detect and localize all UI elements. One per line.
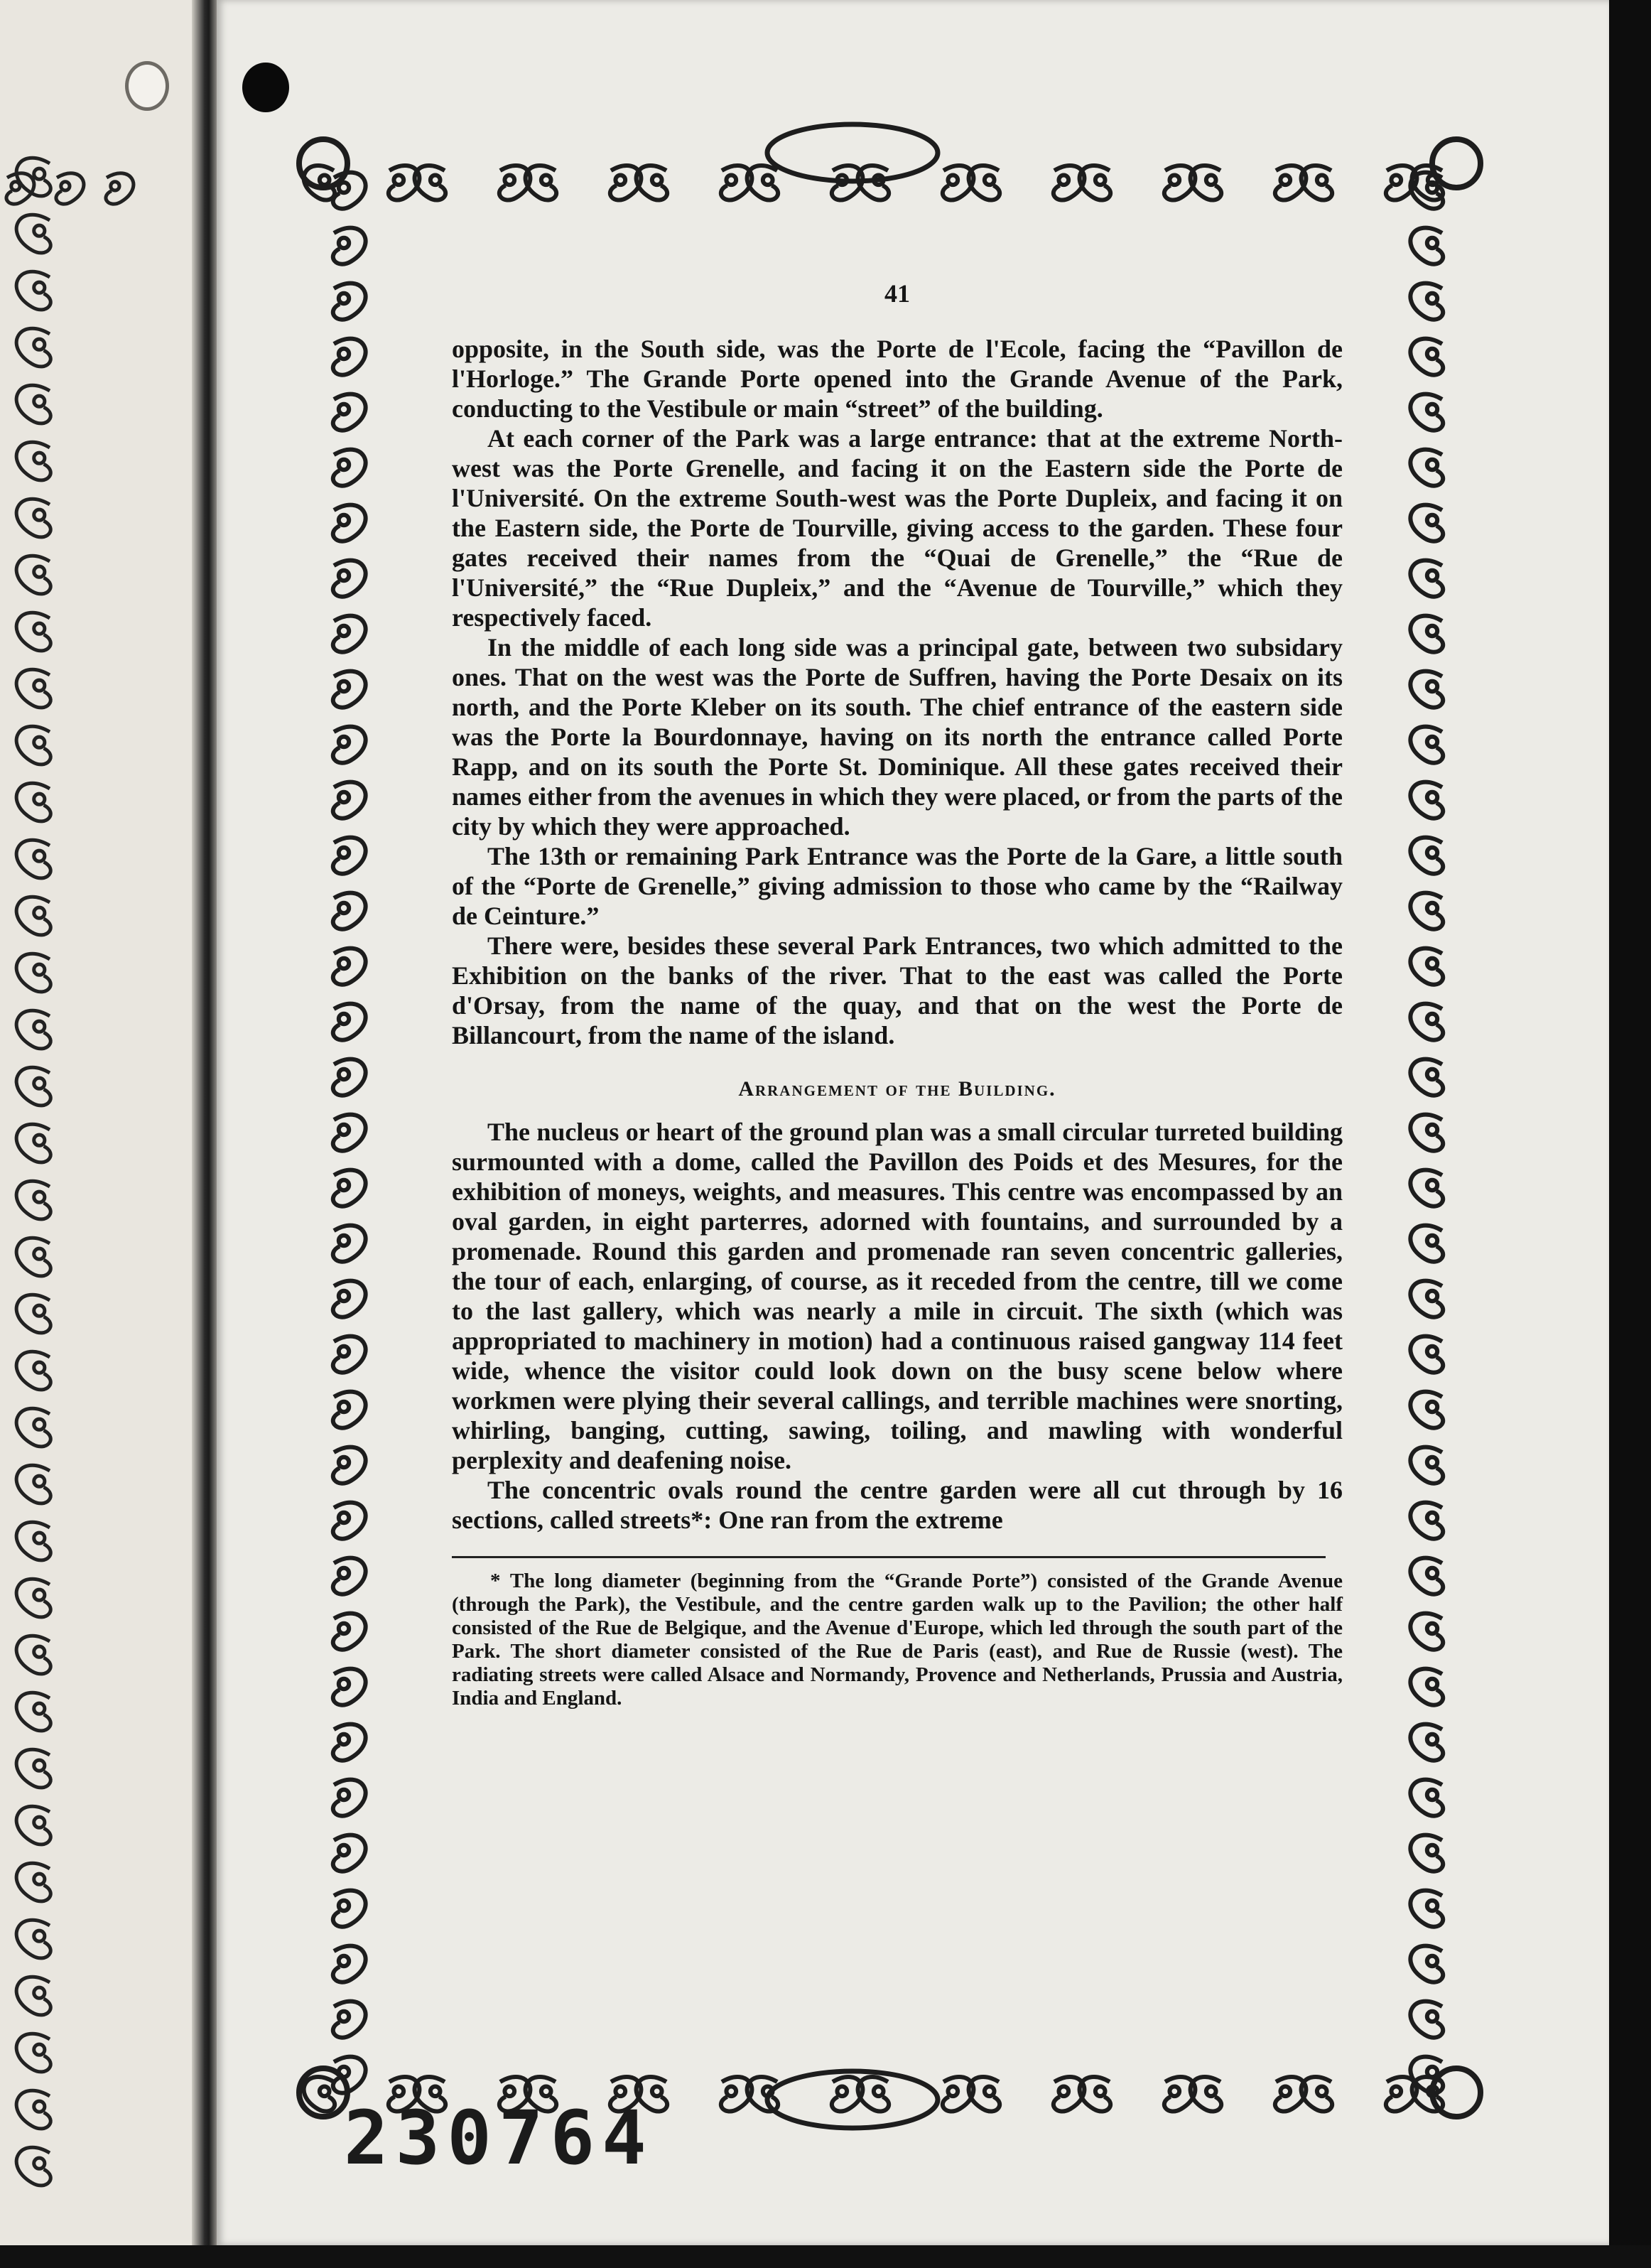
- border-scroll-left-curl: [339, 404, 349, 414]
- border-scroll-left-curl: [339, 1790, 349, 1800]
- catalog-stamp: 230764: [344, 2095, 654, 2181]
- border-scroll-left-curl: [339, 1624, 349, 1634]
- border-scroll-left-curl: [339, 1845, 349, 1855]
- border-scroll-bottom-curl: [948, 2086, 958, 2096]
- border-scroll-top-curl: [1169, 175, 1179, 185]
- border-scroll-right-curl: [1427, 1734, 1437, 1744]
- border-scroll-right-curl: [1427, 571, 1437, 580]
- paragraph-1: opposite, in the South side, was the Porte de l'Ecole, facing the “Pavillon de l'Horloge.” The Grande Porte opened into the Grande Avenue of the Park, conducting to the Vestibule or main “street” of the building.: [452, 335, 1343, 423]
- border-scroll-top-curl: [615, 175, 625, 185]
- border-scroll-left-curl: [339, 515, 349, 525]
- border-scroll-right-curl: [1427, 238, 1437, 248]
- border-scroll-left-curl: [339, 2012, 349, 2021]
- border-scroll-left-curl: [339, 293, 349, 303]
- border-scroll-right-curl: [1427, 1402, 1437, 1412]
- border-scroll-top-curl: [504, 175, 514, 185]
- border-scroll-bottom-curl: [985, 2086, 995, 2096]
- border-scroll-left-curl: [339, 1069, 349, 1079]
- border-scroll-right-curl: [1427, 1069, 1437, 1079]
- border-center-flourish: [767, 124, 938, 181]
- border-scroll-bottom-curl: [837, 2086, 847, 2096]
- border-scroll-left-curl: [339, 1014, 349, 1024]
- footnote: * The long diameter (beginning from the “Grande Porte”) consisted of the Grande Avenue (through the Park), the Vestibule, and the centre garden walk up to the Pavilion; the other half consisted of the Rue de Belgique, and the Avenue d'Europe, which led through the south part of the Park. The short diameter consisted of the Rue de Paris (east), and Rue de Russie (west). The radiating streets were called Alsace and Normandy, Provence and Netherlands, Prussia and Austria, India and England.: [452, 1570, 1343, 1710]
- border-scroll-bottom-curl: [726, 2086, 736, 2096]
- border-scroll-right-curl: [1427, 848, 1437, 858]
- border-scroll-left-curl: [339, 1734, 349, 1744]
- border-scroll-top-curl: [1059, 175, 1068, 185]
- border-scroll-right-curl: [1427, 1624, 1437, 1634]
- border-scroll-top-curl: [1095, 175, 1105, 185]
- border-scroll-bottom-curl: [652, 2086, 662, 2096]
- border-center-flourish: [767, 2071, 938, 2128]
- footnote-rule: [452, 1556, 1326, 1558]
- page-text: [452, 279, 1343, 1710]
- border-scroll-right-curl: [1427, 1125, 1437, 1135]
- border-scroll-left-curl: [339, 737, 349, 747]
- border-scroll-right-curl: [1427, 1679, 1437, 1689]
- border-scroll-left-curl: [339, 1236, 349, 1246]
- border-scroll-left-curl: [339, 1125, 349, 1135]
- paragraph-2: At each corner of the Park was a large entrance: that at the extreme North-west was the Porte Grenelle, and facing it on the Eastern side the Porte de l'Université. On the extreme South-west was the Porte Dupleix, and facing it on the Eastern side, the Porte de Tourville, giving access to the garden. These four gates received their names from the “Quai de Grenelle,” the “Rue de l'Université,” the “Rue Dupleix,” and the “Avenue de Tourville,” which they respectively faced.: [452, 424, 1343, 632]
- page-number: 41: [884, 279, 910, 308]
- border-scroll-right-curl: [1427, 515, 1437, 525]
- border-scroll-left-curl: [339, 626, 349, 636]
- section-paragraph-2: The concentric ovals round the centre garden were all cut through by 16 sections, called streets*: One ran from the extreme: [452, 1476, 1343, 1534]
- border-scroll-bottom-curl: [1317, 2086, 1327, 2096]
- border-scroll-left-curl: [339, 1901, 349, 1911]
- border-scroll-top-curl: [1317, 175, 1327, 185]
- border-scroll-bottom-curl: [1206, 2086, 1216, 2096]
- border-scroll-right-curl: [1427, 737, 1437, 747]
- border-scroll-top-curl: [1206, 175, 1216, 185]
- border-scroll-top-curl: [1391, 175, 1401, 185]
- border-scroll-top-curl: [394, 175, 404, 185]
- border-scroll-right-curl: [1427, 792, 1437, 802]
- border-scroll-left-curl: [339, 848, 349, 858]
- border-scroll-left-curl: [339, 1457, 349, 1467]
- border-scroll-left-curl: [339, 1346, 349, 1356]
- border-scroll-top-curl: [320, 175, 330, 185]
- border-scroll-right-curl: [1427, 1568, 1437, 1578]
- border-scroll-right-curl: [1427, 404, 1437, 414]
- border-scroll-left-curl: [339, 903, 349, 913]
- border-scroll-top-curl: [763, 175, 773, 185]
- border-scroll-right-curl: [1427, 349, 1437, 359]
- border-scroll-bottom-curl: [1059, 2086, 1068, 2096]
- section-paragraph-1: The nucleus or heart of the ground plan was a small circular turreted building surmounted with a dome, called the Pavillon des Poids et des Mesures, for the exhibition of moneys, weights, and measures. This centre was encompassed by an oval garden, in eight parterres, adorned with fountains, and surrounded by a promenade. Round this garden and promenade ran seven concentric galleries, the tour of each, enlarging, of course, as it receded from the centre, till we come to the last gallery, which was nearly a mile in circuit. The sixth (which was appropriated to machinery in motion) had a continuous raised gangway 114 feet wide, whence the visitor could look down on the busy scene below where workmen were plying their several callings, and terrible machines were snorting, whirling, banging, cutting, sawing, toiling, and mawling with wonderful perplexity and deafening noise.: [452, 1118, 1343, 1474]
- border-scroll-left-curl: [339, 1956, 349, 1966]
- border-scroll-left-curl: [339, 349, 349, 359]
- border-scroll-right-curl: [1427, 460, 1437, 470]
- border-scroll-right-curl: [1427, 1236, 1437, 1246]
- border-scroll-top-curl: [948, 175, 958, 185]
- border-scroll-left-curl: [339, 681, 349, 691]
- border-scroll-bottom-curl: [1169, 2086, 1179, 2096]
- border-scroll-right-curl: [1427, 1014, 1437, 1024]
- border-scroll-left-curl: [339, 1679, 349, 1689]
- border-scroll-right-curl: [1427, 1457, 1437, 1467]
- border-scroll-top-curl: [652, 175, 662, 185]
- border-scroll-left-curl: [339, 792, 349, 802]
- border-scroll-left-curl: [339, 460, 349, 470]
- border-scroll-right-curl: [1427, 1513, 1437, 1523]
- border-scroll-right-curl: [1427, 1346, 1437, 1356]
- border-scroll-left-curl: [339, 1180, 349, 1190]
- border-scroll-left-curl: [339, 238, 349, 248]
- border-corner-rosette: [299, 139, 347, 188]
- border-scroll-top-curl: [985, 175, 995, 185]
- border-scroll-right-curl: [1427, 681, 1437, 691]
- border-scroll-right-curl: [1427, 1901, 1437, 1911]
- border-scroll-top-curl: [431, 175, 440, 185]
- border-scroll-right-curl: [1427, 903, 1437, 913]
- border-scroll-left-curl: [339, 1291, 349, 1301]
- border-scroll-right-curl: [1427, 1790, 1437, 1800]
- border-scroll-bottom-curl: [1280, 2086, 1290, 2096]
- border-scroll-right-curl: [1427, 1291, 1437, 1301]
- border-scroll-left-curl: [339, 1402, 349, 1412]
- border-scroll-bottom-curl: [1391, 2086, 1401, 2096]
- border-scroll-right-curl: [1427, 183, 1437, 193]
- border-scroll-left-curl: [339, 958, 349, 968]
- border-scroll-top-curl: [726, 175, 736, 185]
- border-scroll-right-curl: [1427, 626, 1437, 636]
- border-scroll-left-curl: [339, 1568, 349, 1578]
- border-scroll-bottom-curl: [1095, 2086, 1105, 2096]
- border-corner-rosette: [1432, 139, 1481, 188]
- border-scroll-top-curl: [1280, 175, 1290, 185]
- paragraph-5: There were, besides these several Park Entrances, two which admitted to the Exhibition on the banks of the river. That to the east was called the Porte d'Orsay, from the name of the quay, and that on the west the Porte de Billancourt, from the name of the island.: [452, 932, 1343, 1049]
- border-scroll-left-curl: [339, 1513, 349, 1523]
- border-scroll-right-curl: [1427, 293, 1437, 303]
- border-scroll-right-curl: [1427, 958, 1437, 968]
- border-scroll-right-curl: [1427, 1956, 1437, 1966]
- border-scroll-right-curl: [1427, 1180, 1437, 1190]
- paragraph-3: In the middle of each long side was a principal gate, between two subsidary ones. That on the west was the Porte de Suffren, having the Porte Desaix on its north, and the Porte Kleber on its south. The chief entrance of the eastern side was the Porte la Bourdonnaye, having on its north the entrance called Porte Rapp, and on its south the Porte St. Dominique. All these gates received their names either from the avenues in which they were placed, or from the parts of the city by which they were approached.: [452, 633, 1343, 841]
- border-scroll-right-curl: [1427, 1845, 1437, 1855]
- border-scroll-bottom-curl: [320, 2086, 330, 2096]
- section-heading: Arrangement of the Building.: [738, 1077, 1056, 1101]
- paragraph-4: The 13th or remaining Park Entrance was the Porte de la Gare, a little south of the “Porte de Grenelle,” giving admission to those who came by the “Railway de Ceinture.”: [452, 842, 1343, 930]
- border-scroll-top-curl: [541, 175, 551, 185]
- border-scroll-bottom-curl: [874, 2086, 884, 2096]
- border-scroll-left-curl: [339, 571, 349, 580]
- border-scroll-right-curl: [1427, 2012, 1437, 2021]
